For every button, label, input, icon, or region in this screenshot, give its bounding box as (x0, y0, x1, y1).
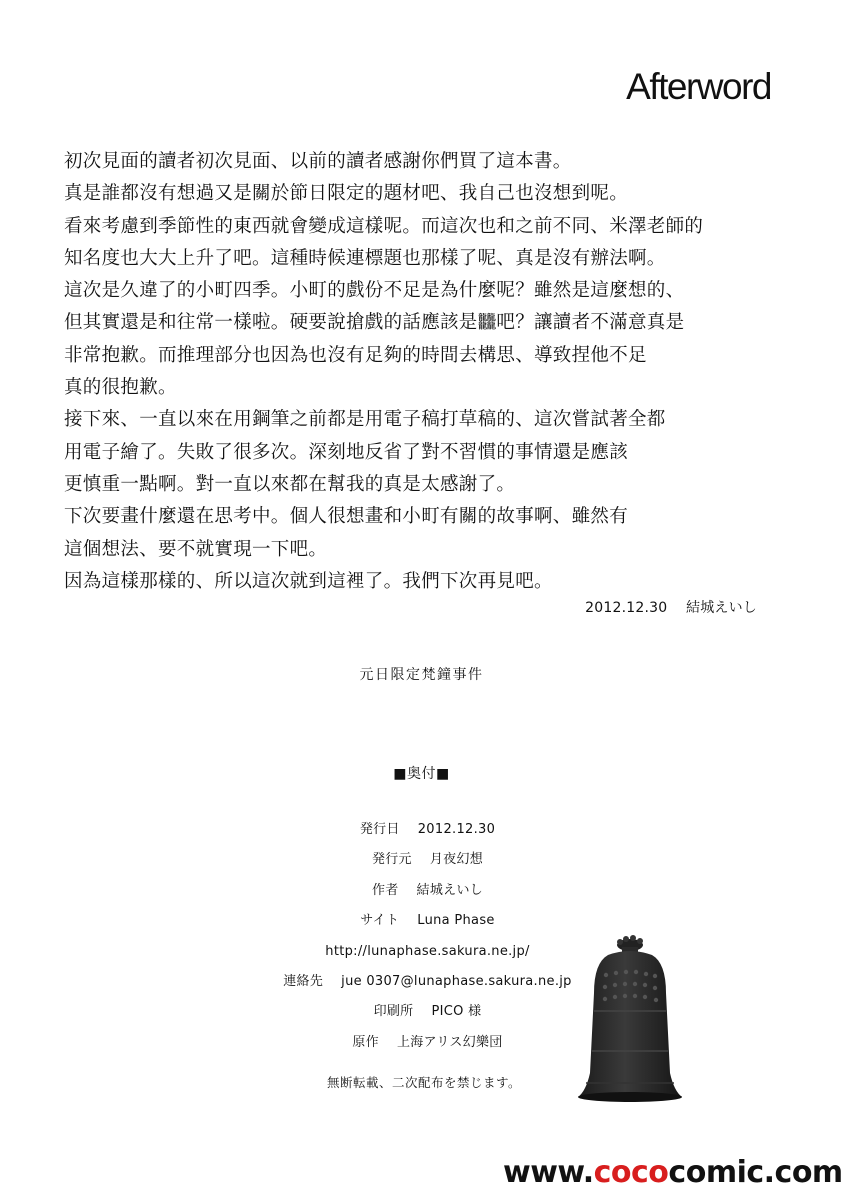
colophon-value: Luna Phase (417, 913, 495, 929)
watermark-suffix: comic.com (668, 1155, 843, 1190)
body-line: 非常抱歉。而推理部分也因為也沒有足夠的時間去構思、導致捏他不足 (64, 344, 647, 366)
signature-author: 結城えいし (686, 600, 757, 616)
colophon-row-printer (0, 997, 843, 1027)
signature-date: 2012.12.30 (585, 600, 668, 616)
colophon-email[interactable]: jue 0307@lunaphase.sakura.ne.jp (341, 973, 572, 989)
colophon-url[interactable]: http://lunaphase.sakura.ne.jp/ (325, 943, 530, 959)
body-line: 用電子繪了。失敗了很多次。深刻地反省了對不習慣的事情還是應該 (64, 441, 629, 463)
bell-crown (617, 935, 643, 953)
body-line: 真的很抱歉。 (64, 377, 177, 399)
colophon-row-site (0, 906, 843, 936)
colophon-row-url (0, 937, 843, 967)
colophon-value: 2012.12.30 (417, 822, 496, 837)
colophon-label: サイト (360, 913, 400, 929)
colophon-label: 原作 (352, 1034, 379, 1050)
body-line: 真是誰都沒有想過又是關於節日限定的題材吧、我自己也沒想到呢。 (64, 183, 629, 205)
signature (585, 597, 757, 617)
colophon-value: 上海アリス幻樂団 (396, 1034, 503, 1050)
colophon-row-contact (0, 967, 843, 997)
body-line: 初次見面的讀者初次見面、以前的讀者感謝你們買了這本書。 (64, 151, 572, 172)
body-line: 因為這樣那樣的、所以這次就到這裡了。我們下次再見吧。 (64, 570, 553, 592)
colophon-value: 結城えいし (416, 882, 484, 898)
colophon-row-release-date (0, 815, 843, 845)
colophon-label: 発行日 (359, 822, 400, 837)
bell-body (578, 951, 682, 1097)
watermark-accent: coco (593, 1155, 669, 1190)
site-watermark (503, 1155, 843, 1190)
colophon-heading: ■奥付■ (393, 766, 450, 782)
colophon-value: PICO 様 (431, 1004, 482, 1020)
colophon-label: 発行元 (371, 852, 412, 868)
body-line: 接下來、一直以來在用鋼筆之前都是用電子稿打草稿的、這次嘗試著全都 (64, 409, 666, 431)
colophon-value: 月夜幻想 (429, 852, 484, 868)
body-line: 知名度也大大上升了吧。這種時候連標題也那樣了呢、真是沒有辦法啊。 (64, 247, 666, 269)
colophon-row-publisher (0, 845, 843, 875)
body-line: 看來考慮到季節性的東西就會變成這樣呢。而這次也和之前不同、米澤老師的 (64, 215, 704, 237)
colophon-row-original-work (0, 1028, 843, 1058)
colophon-label: 連絡先 (283, 973, 324, 989)
copyright-notice: 無断転載、二次配布を禁じます。 (326, 1075, 521, 1090)
body-line: 下次要畫什麼還在思考中。個人很想畫和小町有關的故事啊、雖然有 (64, 506, 629, 528)
colophon (0, 815, 843, 1058)
colophon-label: 印刷所 (373, 1004, 414, 1020)
afterword-body (64, 146, 804, 598)
body-line: 這次是久違了的小町四季。小町的戲份不足是為什麼呢？雖然是這麼想的、 (64, 280, 685, 302)
temple-bell-illustration (570, 933, 700, 1105)
book-title: 元日限定梵鐘事件 (359, 667, 484, 683)
afterword-heading: Afterword (626, 66, 771, 107)
watermark-prefix: www. (503, 1155, 594, 1190)
body-line: 這個想法、要不就實現一下吧。 (64, 538, 328, 560)
colophon-row-author (0, 876, 843, 906)
colophon-label: 作者 (371, 882, 399, 898)
body-line: 更慎重一點啊。對一直以來都在幫我的真是太感謝了。 (64, 473, 516, 495)
body-line: 但其實還是和往常一樣啦。硬要說搶戲的話應該是𪚥吧？讓讀者不滿意真是 (64, 312, 685, 334)
